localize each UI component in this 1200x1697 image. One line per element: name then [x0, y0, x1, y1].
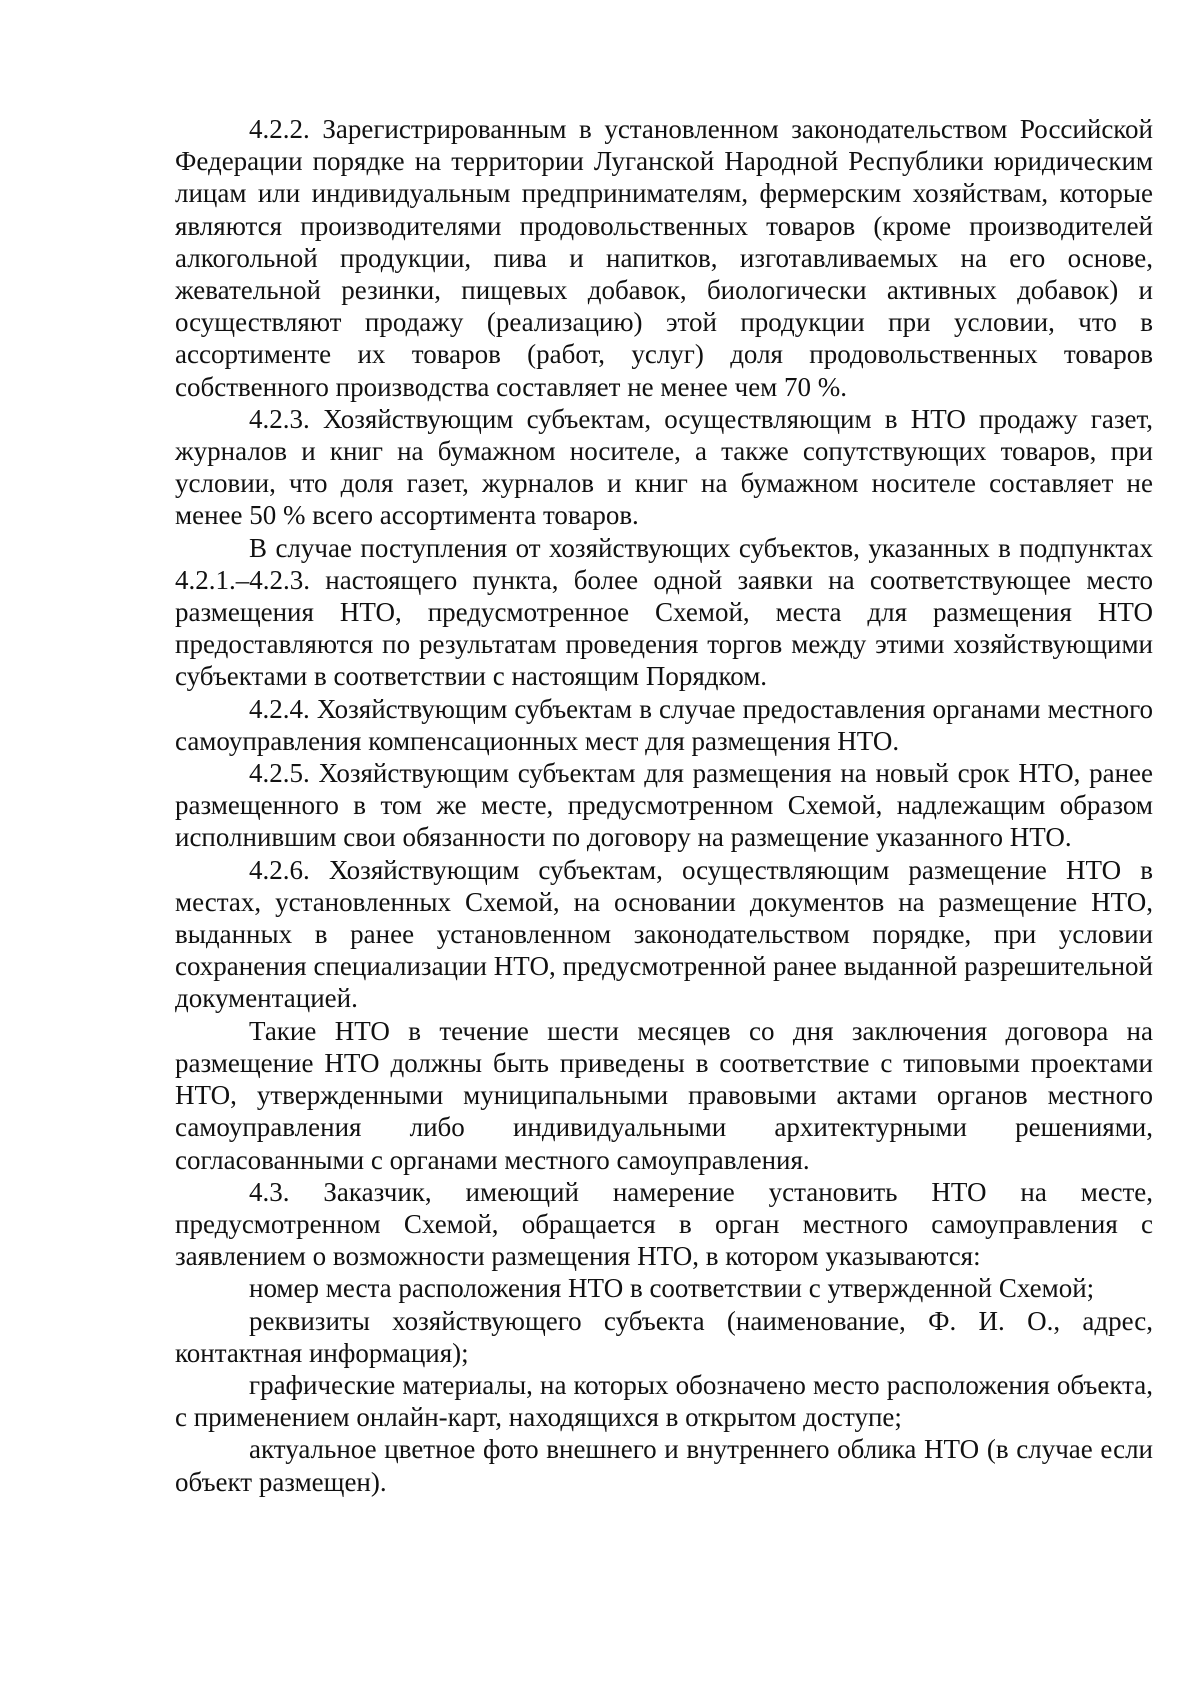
- document-page: [175, 113, 1153, 1498]
- paragraph-multiple-applications: В случае поступления от хозяйствующих субъектов, указанных в подпунктах 4.2.1.–4.2.3. настоящего пункта, более одной заявки на соответствующее место размещения НТО, предусмотренное Схемой, места для размещения НТО предоставляются по результатам проведения торгов между этими хозяйствующими субъектами в соответствии с настоящим Порядком.: [175, 532, 1153, 692]
- list-item-requisites: реквизиты хозяйствующего субъекта (наименование, Ф. И. О., адрес, контактная информация);: [175, 1305, 1153, 1368]
- list-item-place-number: номер места расположения НТО в соответствии с утвержденной Схемой;: [249, 1273, 1095, 1304]
- paragraph-4-2-5: 4.2.5. Хозяйствующим субъектам для размещения на новый срок НТО, ранее размещенного в том же месте, предусмотренном Схемой, надлежащим образом исполнившим свои обязанности по договору на размещение указанного НТО.: [175, 758, 1153, 853]
- paragraph-4-3: 4.3. Заказчик, имеющий намерение установить НТО на месте, предусмотренном Схемой, обращается в орган местного самоуправления с заявлением о возможности размещения НТО, в котором указываются:: [175, 1176, 1153, 1272]
- paragraph-six-months: Такие НТО в течение шести месяцев со дня заключения договора на размещение НТО должны быть приведены в соответствие с типовыми проектами НТО, утвержденными муниципальными правовыми актами органов местного самоуправления либо индивидуальными архитектурными решениями, согласованными с органами местного самоуправления.: [175, 1015, 1153, 1175]
- paragraph-4-2-4: 4.2.4. Хозяйствующим субъектам в случае предоставления органами местного самоуправления компенсационных мест для размещения НТО.: [175, 693, 1153, 756]
- list-item-color-photo: актуальное цветное фото внешнего и внутреннего облика НТО (в случае если объект размещен).: [175, 1434, 1153, 1497]
- paragraph-4-2-6: 4.2.6. Хозяйствующим субъектам, осуществляющим размещение НТО в местах, установленных Схемой, на основании документов на размещение НТО, выданных в ранее установленном законодательством порядке, при условии сохранения специализации НТО, предусмотренной ранее выданной разрешительной документацией.: [175, 854, 1153, 1014]
- list-item-graphic-materials: графические материалы, на которых обозначено место расположения объекта, с применением онлайн-карт, находящихся в открытом доступе;: [175, 1369, 1153, 1433]
- paragraph-4-2-3: 4.2.3. Хозяйствующим субъектам, осуществляющим в НТО продажу газет, журналов и книг на бумажном носителе, а также сопутствующих товаров, при условии, что доля газет, журналов и книг на бумажном носителе составляет не менее 50 % всего ассортимента товаров.: [175, 403, 1153, 531]
- paragraph-4-2-2: 4.2.2. Зарегистрированным в установленном законодательством Российской Федерации порядке на территории Луганской Народной Республики юридическим лицам или индивидуальным предпринимателям, фермерским хозяйствам, которые являются производителями продовольственных товаров (кроме производителей алкогольной продукции, пива и напитков, изготавливаемых на его основе, жевательной резинки, пищевых добавок, биологически активных добавок) и осуществляют продажу (реализацию) этой продукции при условии, что в ассортименте их товаров (работ, услуг) доля продовольственных товаров собственного производства составляет не менее чем 70 %.: [175, 114, 1153, 402]
